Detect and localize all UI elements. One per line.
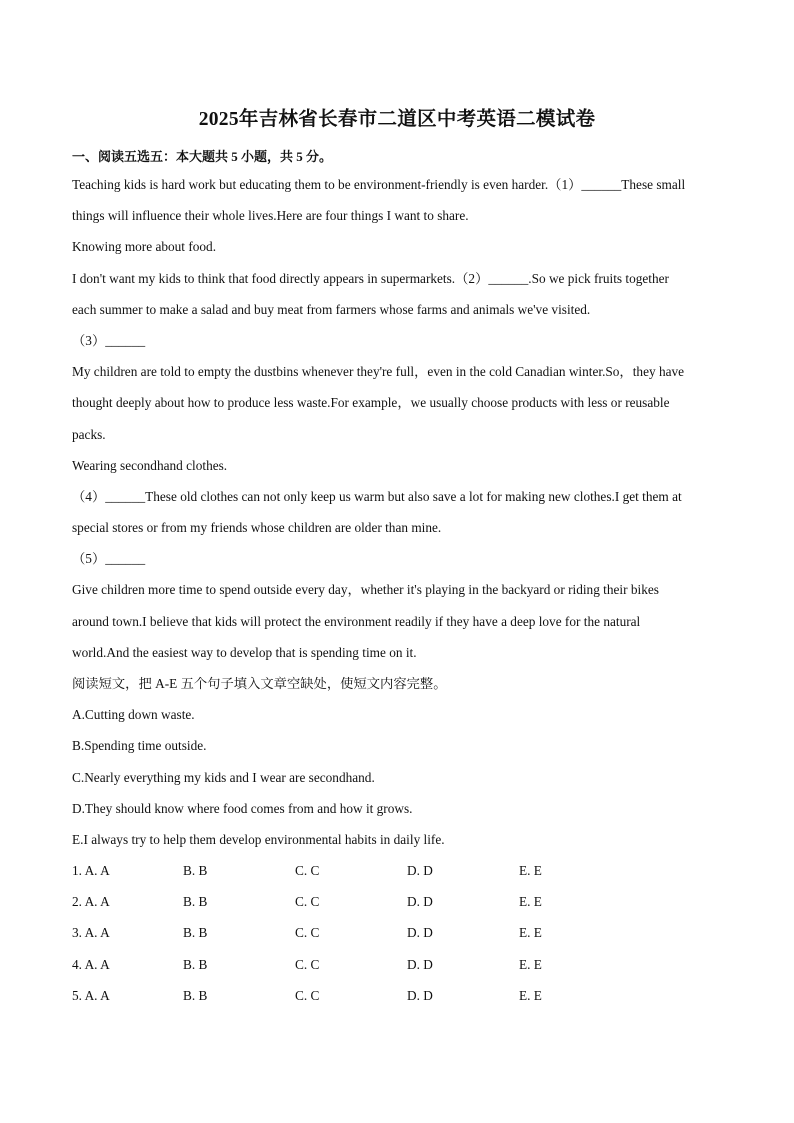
question-row — [72, 949, 631, 980]
passage-line: around town.I believe that kids will protect the environment readily if they have a deep love for the natural — [72, 613, 641, 629]
choice-line: C.Nearly everything my kids and I wear are secondhand. — [72, 769, 375, 785]
question-label: 1. A. A — [72, 863, 110, 878]
option-c: C. C — [295, 863, 320, 878]
option-b: B. B — [183, 925, 208, 941]
passage-line: （5）______ — [72, 551, 146, 567]
option-b: B. B — [183, 987, 208, 1003]
passage-line: thought deeply about how to produce less waste.For example，we usually choose products with less or reusable — [72, 395, 670, 411]
question-label: 4. A. A — [72, 956, 110, 972]
option-e: E. E — [519, 925, 542, 941]
option-b: B. B — [183, 863, 208, 878]
passage-line: Wearing secondhand clothes. — [72, 457, 228, 473]
question-row — [72, 980, 631, 1011]
choice-line: D.They should know where food comes from and how it grows. — [72, 800, 413, 816]
option-c: C. C — [295, 987, 320, 1003]
passage — [72, 169, 722, 855]
page-title: 2025年吉林省长春市二道区中考英语二模试卷 — [198, 109, 596, 130]
passage-line: packs. — [72, 426, 106, 442]
choice-line: A.Cutting down waste. — [72, 707, 195, 723]
answer-options — [72, 855, 631, 1011]
passage-line: （4）______These old clothes can not only keep us warm but also save a lot for making new clothes.I get them at — [72, 488, 682, 504]
passage-line: things will influence their whole lives.Here are four things I want to share. — [72, 208, 469, 224]
question-row — [72, 917, 631, 948]
question-row — [72, 855, 631, 886]
option-d: D. D — [407, 925, 433, 941]
passage-line: special stores or from my friends whose children are older than mine. — [72, 520, 442, 536]
option-e: E. E — [519, 956, 542, 972]
passage-line: each summer to make a salad and buy meat from farmers whose farms and animals we've visited. — [72, 301, 591, 317]
option-e: E. E — [519, 894, 542, 910]
option-d: D. D — [407, 863, 433, 878]
instruction-line: 阅读短文，把 A-E 五个句子填入文章空缺处，使短文内容完整。 — [72, 676, 447, 691]
passage-line: Teaching kids is hard work but educating them to be environment-friendly is even harder.（1）______These small — [72, 177, 686, 192]
choice-line: B.Spending time outside. — [72, 738, 207, 754]
option-c: C. C — [295, 894, 320, 910]
option-c: C. C — [295, 925, 320, 941]
passage-line: （3）______ — [72, 332, 146, 348]
passage-line: I don't want my kids to think that food directly appears in supermarkets.（2）______.So we pick fruits together — [72, 270, 669, 286]
passage-line: Give children more time to spend outside every day，whether it's playing in the backyard or riding their bikes — [72, 582, 659, 598]
option-e: E. E — [519, 987, 542, 1003]
option-c: C. C — [295, 956, 320, 972]
question-label: 5. A. A — [72, 987, 110, 1003]
passage-line: My children are told to empty the dustbins whenever they're full，even in the cold Canadian winter.So，they have — [72, 364, 685, 380]
section-heading: 一、阅读五选五：本大题共 5 小题，共 5 分。 — [72, 149, 333, 164]
option-b: B. B — [183, 894, 208, 910]
option-d: D. D — [407, 894, 433, 910]
option-d: D. D — [407, 956, 433, 972]
option-e: E. E — [519, 863, 542, 878]
question-row — [72, 886, 631, 917]
question-label: 3. A. A — [72, 925, 110, 941]
option-b: B. B — [183, 956, 208, 972]
question-label: 2. A. A — [72, 894, 110, 910]
passage-line: Knowing more about food. — [72, 239, 217, 255]
passage-line: world.And the easiest way to develop that is spending time on it. — [72, 644, 417, 660]
option-d: D. D — [407, 987, 433, 1003]
choice-line: E.I always try to help them develop environmental habits in daily life. — [72, 831, 445, 847]
